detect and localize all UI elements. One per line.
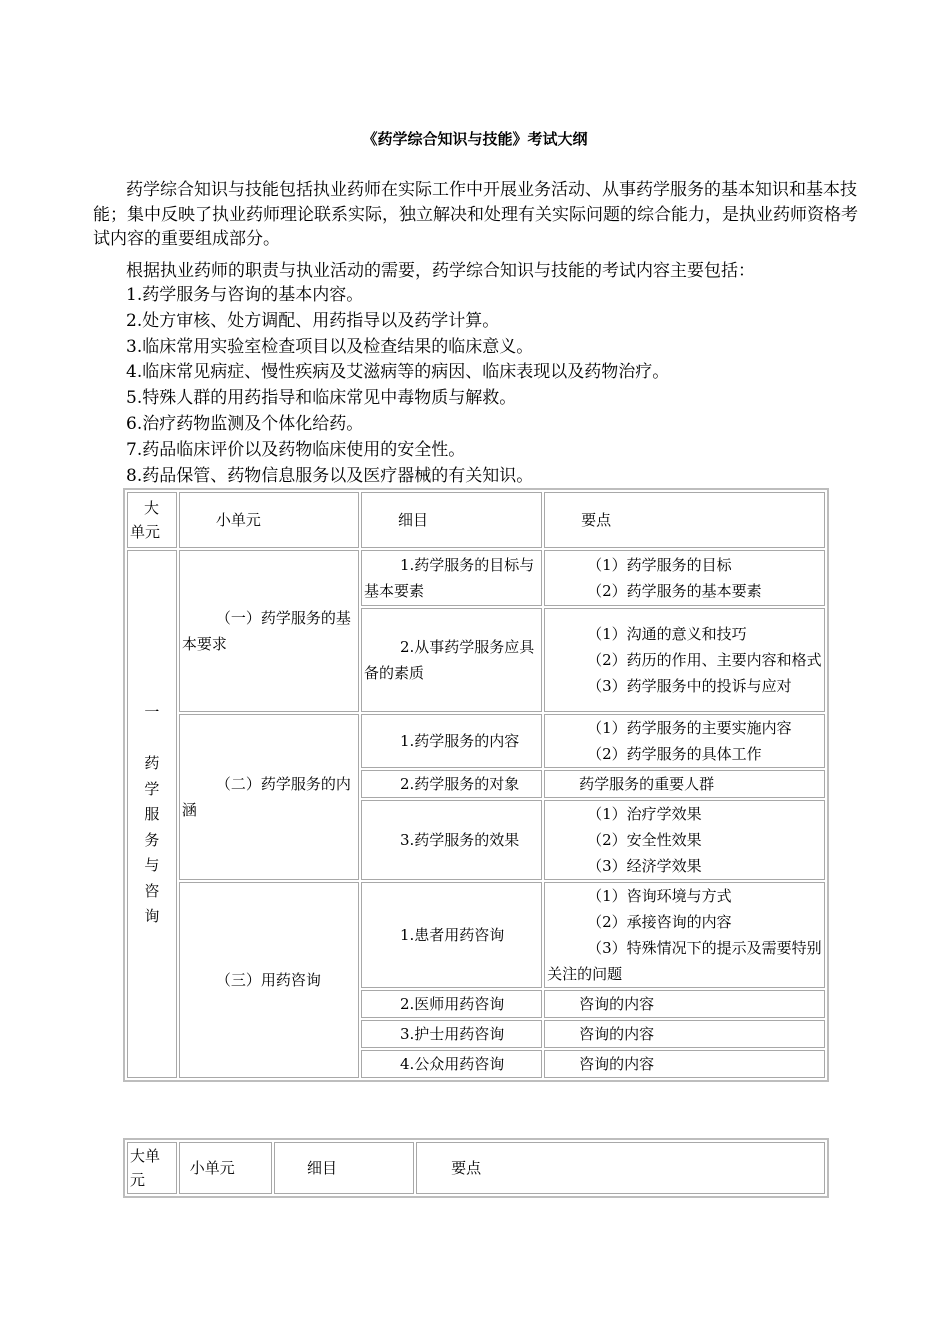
list-item: 8.药品保管、药物信息服务以及医疗器械的有关知识。	[126, 465, 534, 486]
major-unit-number: 一	[144, 702, 160, 721]
lead-paragraph: 根据执业药师的职责与执业活动的需要，药学综合知识与技能的考试内容主要包括：	[126, 261, 755, 281]
points-cell	[544, 770, 825, 798]
table-row	[127, 714, 825, 768]
header-cell: 大单元	[127, 492, 177, 548]
list-item: 7.药品临床评价以及药物临床使用的安全性。	[126, 439, 466, 460]
detail-cell: 2.从事药学服务应具备的素质	[361, 608, 542, 712]
detail-cell: 1.药学服务的内容	[361, 714, 542, 768]
detail-cell: 4.公众用药咨询	[361, 1050, 542, 1078]
point-text: （3）特殊情况下的提示及需要特别关注的问题	[547, 939, 822, 983]
points-cell	[544, 1020, 825, 1048]
point-text: （1）药学服务的目标	[587, 556, 732, 574]
detail-cell: 1.患者用药咨询	[361, 882, 542, 988]
table-row	[127, 882, 825, 988]
list-item: 2.处方审核、处方调配、用药指导以及药学计算。	[126, 310, 500, 331]
point-text: （3）药学服务中的投诉与应对	[587, 677, 792, 695]
syllabus-table	[123, 488, 829, 1082]
point-text: 咨询的内容	[579, 1025, 655, 1043]
header-cell: 大单元	[127, 1142, 177, 1194]
point-text: （2）承接咨询的内容	[587, 913, 732, 931]
points-cell	[544, 882, 825, 988]
point-text: 药学服务的重要人群	[579, 775, 715, 793]
points-cell	[544, 714, 825, 768]
list-item: 1.药学服务与咨询的基本内容。	[126, 285, 364, 305]
point-text: （2）安全性效果	[587, 831, 702, 849]
point-text: （3）经济学效果	[587, 857, 702, 875]
point-text: 咨询的内容	[579, 1055, 655, 1073]
list-item: 4.临床常见病症、慢性疾病及艾滋病等的病因、临床表现以及药物治疗。	[126, 362, 670, 383]
header-cell: 小单元	[179, 1142, 272, 1194]
header-cell: 细目	[274, 1142, 414, 1194]
header-cell: 细目	[361, 492, 542, 548]
points-cell	[544, 550, 825, 606]
table-header-row	[127, 1142, 825, 1194]
table-row	[127, 550, 825, 606]
point-text: （2）药学服务的基本要素	[587, 582, 762, 600]
content-list	[126, 283, 669, 489]
syllabus-table-2	[123, 1138, 829, 1198]
major-unit-name: 药学服务与咨询	[144, 754, 160, 925]
sub-unit-cell: （二）药学服务的内涵	[179, 714, 359, 880]
header-cell: 要点	[416, 1142, 825, 1194]
intro-paragraph: 药学综合知识与技能包括执业药师在实际工作中开展业务活动、从事药学服务的基本知识和基本技能；集中反映了执业药师理论联系实际，独立解决和处理有关实际问题的综合能力，是执业药师资格考试内容的重要组成部分。	[93, 180, 858, 249]
point-text: （1）沟通的意义和技巧	[587, 625, 747, 643]
page-title: 《药学综合知识与技能》考试大纲	[362, 130, 588, 148]
list-item: 6.治疗药物监测及个体化给药。	[126, 413, 364, 434]
point-text: （2）药历的作用、主要内容和格式	[587, 651, 822, 669]
detail-cell: 1.药学服务的目标与基本要素	[361, 550, 542, 606]
points-cell	[544, 800, 825, 880]
list-item: 5.特殊人群的用药指导和临床常见中毒物质与解救。	[126, 388, 517, 409]
points-cell	[544, 1050, 825, 1078]
point-text: （1）咨询环境与方式	[587, 887, 732, 905]
point-text: （2）药学服务的具体工作	[587, 745, 762, 763]
points-cell	[544, 608, 825, 712]
point-text: （1）治疗学效果	[587, 805, 702, 823]
sub-unit-cell: （三）用药咨询	[179, 882, 359, 1078]
point-text: 咨询的内容	[579, 995, 655, 1013]
major-unit-cell	[127, 550, 177, 1078]
header-cell: 小单元	[179, 492, 359, 548]
detail-cell: 2.药学服务的对象	[361, 770, 542, 798]
detail-cell: 2.医师用药咨询	[361, 990, 542, 1018]
header-cell: 要点	[544, 492, 825, 548]
sub-unit-cell: （一）药学服务的基本要求	[179, 550, 359, 712]
points-cell	[544, 990, 825, 1018]
table-header-row	[127, 492, 825, 548]
detail-cell: 3.护士用药咨询	[361, 1020, 542, 1048]
list-item: 3.临床常用实验室检查项目以及检查结果的临床意义。	[126, 336, 534, 357]
detail-cell: 3.药学服务的效果	[361, 800, 542, 880]
point-text: （1）药学服务的主要实施内容	[587, 719, 792, 737]
